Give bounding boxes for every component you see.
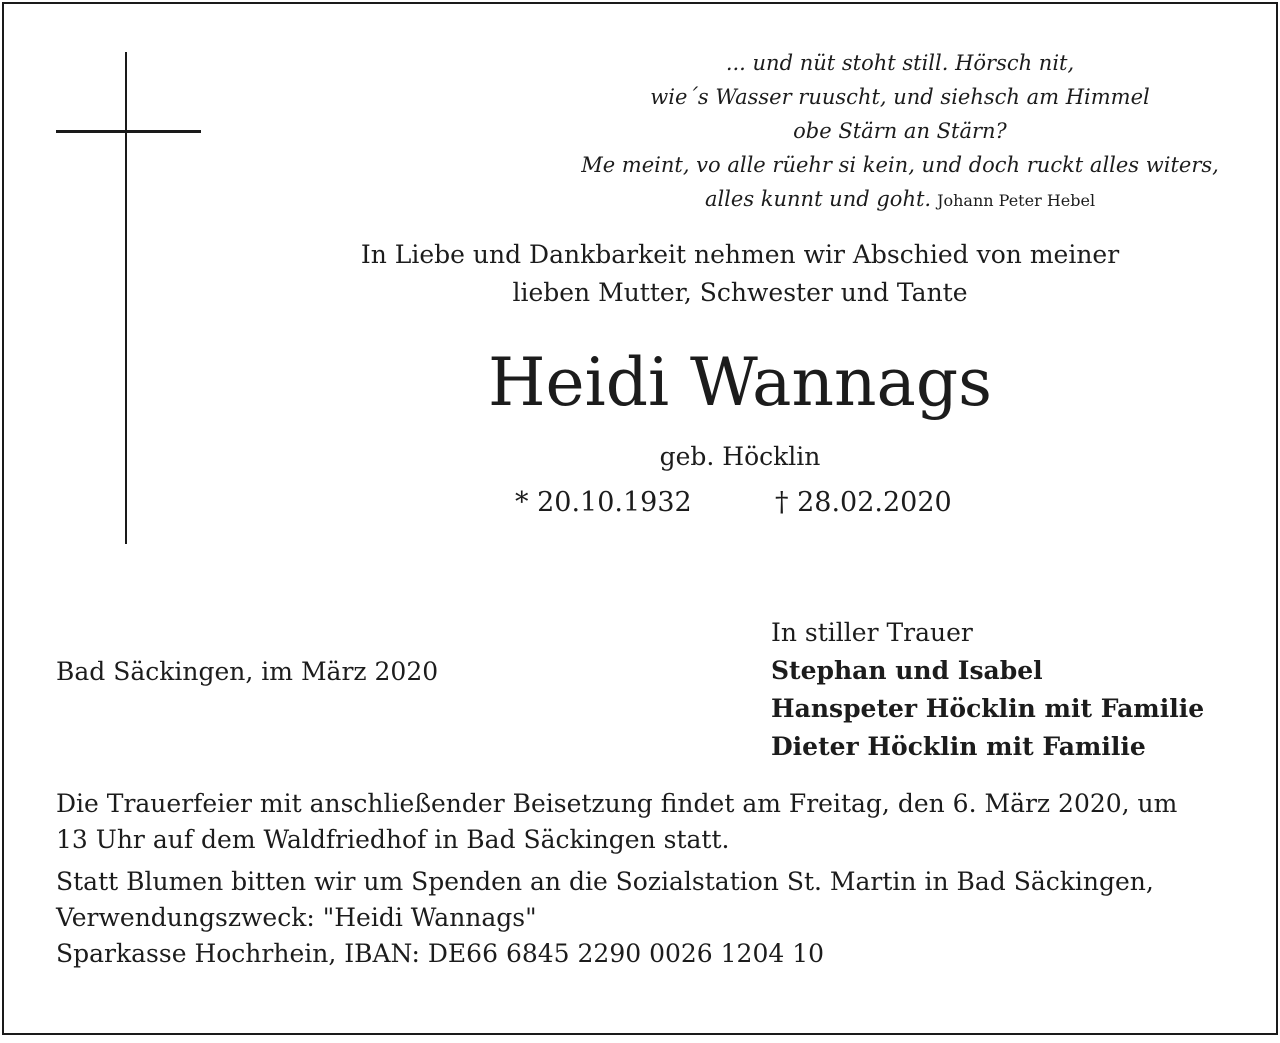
poem-quote bbox=[500, 46, 1280, 218]
quote-line: ... und nüt stoht still. Hörsch nit, bbox=[725, 51, 1075, 75]
birth-date: * 20.10.1932 bbox=[515, 487, 692, 518]
quote-line: Me meint, vo alle rüehr si kein, und doch ruckt alles witers, bbox=[581, 153, 1219, 177]
bank-details-line: Sparkasse Hochrhein, IBAN: DE66 6845 2290 0026 1204 10 bbox=[56, 939, 825, 968]
donation-info-line: Statt Blumen bitten wir um Spenden an die Sozialstation St. Martin in Bad Säckingen, bbox=[56, 867, 1154, 896]
place-and-date: Bad Säckingen, im März 2020 bbox=[56, 657, 439, 686]
maiden-name: geb. Höcklin bbox=[659, 442, 821, 471]
mourner-name: Dieter Höcklin mit Familie bbox=[771, 732, 1146, 761]
quote-line: wie´s Wasser ruuscht, und siehsch am Himmel bbox=[650, 85, 1150, 109]
quote-last-line bbox=[500, 182, 1280, 218]
death-date: † 28.02.2020 bbox=[775, 487, 952, 518]
quote-author: Johann Peter Hebel bbox=[937, 191, 1096, 210]
donation-info-line: Verwendungszweck: "Heidi Wannags" bbox=[56, 903, 537, 932]
funeral-info-line: 13 Uhr auf dem Waldfriedhof in Bad Säckingen statt. bbox=[56, 825, 730, 854]
cross-symbol-horizontal bbox=[56, 130, 201, 133]
funeral-info-line: Die Trauerfeier mit anschließender Beisetzung findet am Freitag, den 6. März 2020, um bbox=[56, 789, 1178, 818]
deceased-name: Heidi Wannags bbox=[488, 344, 992, 421]
mourner-name: Hanspeter Höcklin mit Familie bbox=[771, 694, 1205, 723]
mourners-block bbox=[771, 614, 1204, 766]
intro-line: In Liebe und Dankbarkeit nehmen wir Abschied von meiner bbox=[360, 240, 1120, 269]
footer-notice bbox=[56, 786, 1246, 972]
mourners-heading: In stiller Trauer bbox=[771, 618, 973, 647]
mourner-name: Stephan und Isabel bbox=[771, 656, 1043, 685]
intro-text bbox=[290, 236, 1190, 312]
quote-line: alles kunnt und goht. bbox=[704, 187, 932, 211]
quote-line: obe Stärn an Stärn? bbox=[793, 119, 1007, 143]
intro-line: lieben Mutter, Schwester und Tante bbox=[512, 278, 968, 307]
cross-symbol-vertical bbox=[125, 52, 127, 544]
